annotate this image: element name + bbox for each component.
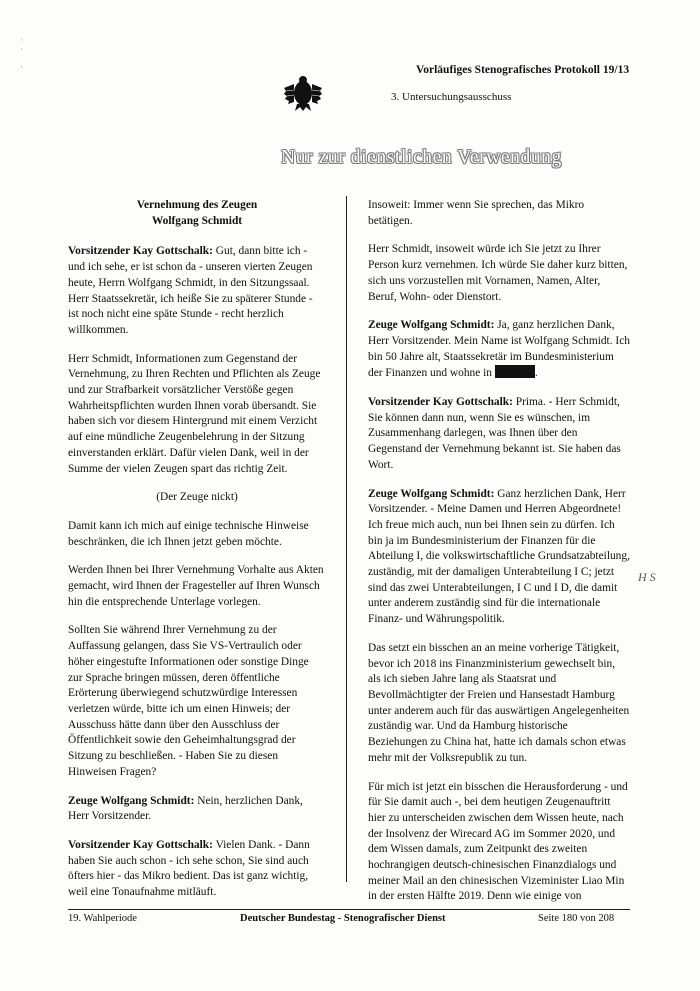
speech-text: Nein, herzlichen Dank, Herr Vorsitzender. (68, 794, 303, 823)
speech-text: Prima. - Herr Schmidt, Sie können dann nun, wenn Sie es wünschen, im Zusammenhang darlegen, was Ihnen über den Gegenstand der Vernehmung bekannt ist. Sie haben das Wort. (368, 396, 621, 471)
stage-direction: (Der Zeuge nickt) (156, 491, 238, 504)
bundestag-eagle-icon (283, 74, 323, 112)
speaker-label: Zeuge Wolfgang Schmidt: (68, 794, 195, 807)
paragraph: Sollten Sie während Ihrer Vernehmung zu der Auffassung gelangen, dass Sie VS-Vertraulich oder höher eingestufte Informationen oder sonstige Dinge zur Sprache bringen müssen, deren öffentliche Erörterung überwiegend schutzwürdige Interessen verletzen würde, bitte ich um einen Hinweis; der Ausschuss hätte dann über den Ausschluss der Öffentlichkeit sowie den Geheimhaltungsgrad der Sitzung zu beschließen. - Haben Sie zu diesen Hinweisen Fragen? (68, 624, 309, 778)
speaker-label: Vorsitzender Kay Gottschalk: (68, 838, 213, 851)
speech-text: Ja, ganz herzlichen Dank, Herr Vorsitzender. Mein Name ist Wolfgang Schmidt. Ich bin 50 Jahre alt, Staatssekretär im Bundesministerium der Finanzen und wohne in (368, 319, 630, 380)
paragraph: Herr Schmidt, insoweit würde ich Sie jetzt zu Ihrer Person kurz vernehmen. Ich würde Sie daher kurz bitten, sich uns vorzustellen mit Vornamen, Namen, Alter, Beruf, Wohn- oder Dienstort. (368, 243, 628, 303)
paragraph (68, 838, 326, 901)
left-column (68, 198, 326, 914)
heading-line-1: Vernehmung des Zeugen (136, 199, 258, 211)
speaker-label: Vorsitzender Kay Gottschalk: (368, 396, 513, 409)
speaker-label: Zeuge Wolfgang Schmidt: (368, 487, 495, 500)
speaker-label: Zeuge Wolfgang Schmidt: (368, 319, 495, 332)
paragraph: Das setzt ein bisschen an an meine vorherige Tätigkeit, bevor ich 2018 ins Finanzministerium gewechselt bin, als ich sieben Jahre lang als Staatsrat und Bevollmächtigter der Freien und Hansestadt Hamburg unter anderem auch für das auswärtigen Angelegenheiten zuständig war. Und da Hamburg historische Beziehungen zu China hat, hatte ich damals schon etwas mehr mit der Volksrepublik zu tun. (368, 641, 630, 764)
paragraph (368, 395, 630, 474)
paragraph: Insoweit: Immer wenn Sie sprechen, das Mikro betätigen. (368, 199, 585, 227)
footer-publisher: Deutscher Bundestag - Stenografischer Dienst (240, 913, 446, 924)
speech-text: Gut, dann bitte ich - und ich sehe, er ist schon da - unseren vierten Zeugen heute, Herrn Wolfgang Schmidt, in den Sitzungssaal. Herr Staatssekretär, ich heiße Sie zu späterer Stunde - ist noch nicht eine späte Stunde - recht herzlich willkommen. (68, 245, 313, 336)
paragraph (368, 318, 630, 382)
speaker-label: Vorsitzender Kay Gottschalk: (68, 245, 213, 258)
paragraph: Herr Schmidt, Informationen zum Gegenstand der Vernehmung, zu Ihren Rechten und Pflichten als Zeuge und zur Strafbarkeit vorsätzlicher Verstöße gegen Wahrheitspflichten wurden Ihnen vorab übersandt. Sie haben sich vor diesem Hintergrund mit einem Verzicht auf eine mündliche Zeugenbelehrung in der Sitzung einverstanden erklärt. Dafür vielen Dank, weil in der Summe der vielen Zeugen spart das richtig Zeit. (68, 352, 321, 475)
paragraph: Für mich ist jetzt ein bisschen die Herausforderung - und für Sie damit auch -, bei dem heutigen Zeugenauftritt hier zu unterscheiden zwischen dem Wissen heute, nach der Insolvenz der Wirecard AG im Sommer 2020, und dem Wissen damals, zum Zeitpunkt des zweiten hochrangigen deutsch-chinesischen Finanzdialogs und meiner Mail an den chinesischen Vizeminister Liao Min in der ersten Hälfte 2019. Denn wie einige von (368, 780, 628, 903)
page-number: Seite 180 von 208 (538, 913, 615, 924)
redaction-box (495, 365, 535, 378)
scan-marks: · · · (20, 35, 23, 72)
heading-line-2: Wolfgang Schmidt (151, 214, 243, 227)
committee-name: 3. Untersuchungsausschuss (391, 91, 512, 103)
footer-rule (68, 909, 630, 910)
section-heading (68, 198, 326, 229)
document-title: Vorläufiges Stenografisches Protokoll 19/13 (416, 64, 630, 76)
column-divider (346, 196, 347, 882)
speech-text: Ganz herzlichen Dank, Herr Vorsitzender. - Meine Damen und Herren Abgeordnete! Ich freue mich auch, nun bei Ihnen sein zu dürfen. Ich bin ja im Bundesministerium der Finanzen für die Abteilung I, die volkswirtschaftliche Grundsatzabteilung, zuständig, mit der damaligen Unterabteilung I C; jetzt sind das zwei Unterabteilungen, I C und I D, die damit unter anderem zuständig sind für die internationale Finanz- und Währungspolitik. (368, 487, 630, 626)
footer-period: 19. Wahlperiode (68, 913, 137, 924)
speech-text-end: . (534, 367, 538, 380)
paragraph (68, 794, 326, 825)
paragraph: Werden Ihnen bei Ihrer Vernehmung Vorhalte aus Akten gemacht, wird Ihnen der Fragesteller auf Ihren Wunsch hin die entsprechende Unterlage vorlegen. (68, 564, 324, 608)
speech-text: Vielen Dank. - Dann haben Sie auch schon - ich sehe schon, Sie sind auch öfters hier - das Mikro bedient. Das ist ganz wichtig, weil eine Tonaufnahme mitläuft. (68, 838, 310, 899)
paragraph (368, 487, 630, 628)
handwritten-margin-note: H S (638, 570, 656, 584)
right-column (368, 198, 630, 918)
paragraph (68, 244, 326, 338)
confidential-stamp: Nur zur dienstlichen Verwendung (281, 147, 562, 168)
paragraph: Damit kann ich mich auf einige technische Hinweise beschränken, die ich Ihnen jetzt geben möchte. (68, 519, 309, 548)
